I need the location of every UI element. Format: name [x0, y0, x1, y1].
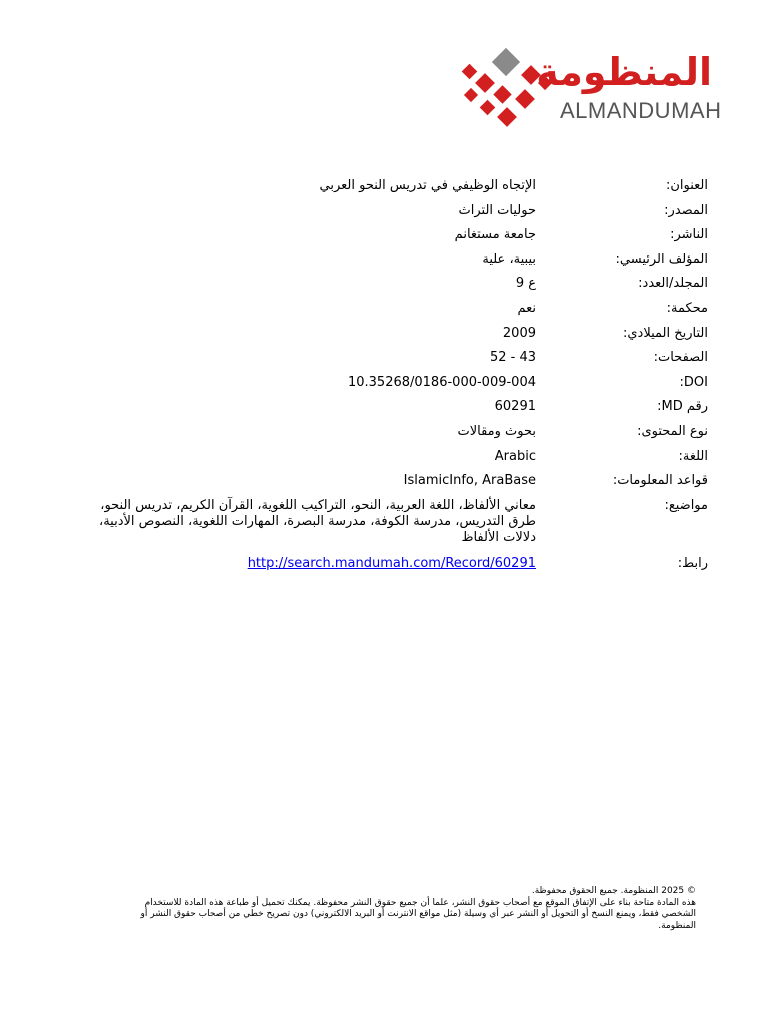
field-databases	[60, 473, 708, 498]
field-value: حوليات التراث	[458, 202, 536, 218]
field-label: العنوان:	[665, 178, 708, 193]
field-label: رابط:	[677, 555, 708, 571]
field-date	[60, 326, 708, 351]
logo-diamond	[464, 88, 478, 102]
field-source	[60, 203, 708, 228]
logo-arabic-wordmark: المنظومة	[536, 50, 712, 94]
field-link	[60, 556, 708, 576]
field-value: نعم	[517, 300, 536, 316]
field-label: مواضيع:	[664, 497, 708, 513]
field-pages	[60, 350, 708, 375]
field-label: نوع المحتوى:	[637, 423, 708, 439]
field-value: جامعة مستغانم	[454, 227, 536, 243]
field-content-type	[60, 424, 708, 449]
field-author	[60, 252, 708, 277]
field-label: الصفحات:	[653, 350, 708, 366]
logo-diamond	[462, 64, 478, 80]
field-label: DOI:	[679, 374, 708, 390]
field-subjects	[60, 498, 708, 556]
copyright-line: هذه المادة متاحة بناء على الإتفاق الموقع مع أصحاب حقوق النشر، علما أن جميع حقوق النشر محفوظة. يمكنك تحميل أو طباعة هذه المادة للاستخدام	[144, 897, 696, 908]
field-value: ع 9	[515, 276, 536, 292]
copyright-line: © 2025 المنظومة. جميع الحقوق محفوظة.	[531, 886, 696, 896]
field-title	[60, 178, 708, 203]
field-refereed	[60, 301, 708, 326]
field-label: رقم MD:	[657, 399, 708, 415]
subjects-line: دلالات الألفاظ	[461, 529, 536, 545]
field-value	[60, 556, 536, 572]
logo-diamond-gray	[492, 48, 520, 76]
field-publisher	[60, 227, 708, 252]
copyright-line: المنظومة.	[658, 920, 696, 931]
logo-diamond	[497, 107, 517, 127]
field-value: IslamicInfo, AraBase	[403, 473, 536, 489]
copyright-line: الشخصي فقط، ويمنع النسخ أو التحويل أو النشر عبر أي وسيلة (مثل مواقع الانترنت أو البريد الالكتروني) دون تصريح خطي من أصحاب حقوق النشر أو	[140, 909, 696, 919]
field-label: المؤلف الرئيسي:	[615, 251, 708, 267]
field-value: 2009	[502, 325, 536, 341]
field-value: 10.35268/0186-000-009-004	[347, 374, 536, 390]
logo-diamond	[480, 100, 496, 116]
logo-english-wordmark: ALMANDUMAH	[560, 98, 722, 123]
field-language	[60, 449, 708, 474]
logo-diamond	[475, 73, 495, 93]
field-label: المجلد/العدد:	[638, 276, 708, 292]
almandumah-logo	[456, 48, 722, 130]
field-label: محكمة:	[666, 300, 708, 316]
field-label: الناشر:	[670, 227, 708, 243]
field-label: اللغة:	[678, 448, 708, 464]
field-value: 43 - 52	[489, 350, 536, 366]
field-value: بيبية، علية	[482, 251, 536, 267]
field-value: Arabic	[494, 448, 536, 464]
field-value: الإتجاه الوظيفي في تدريس النحو العربي	[319, 178, 536, 193]
record-link[interactable]: http://search.mandumah.com/Record/60291	[247, 555, 536, 571]
logo-diamond	[493, 85, 511, 103]
field-doi	[60, 375, 708, 400]
field-value: 60291	[494, 399, 536, 415]
logo-diamond	[515, 89, 535, 109]
copyright-notice	[54, 886, 696, 932]
field-value: بحوث ومقالات	[457, 423, 536, 439]
record-metadata	[60, 178, 708, 576]
field-label: قواعد المعلومات:	[612, 473, 708, 489]
field-volume	[60, 276, 708, 301]
field-value	[60, 498, 536, 546]
subjects-line: طرق التدريس، مدرسة الكوفة، مدرسة البصرة، المهارات اللغوية، النصوص الأدبية،	[99, 513, 536, 529]
field-md-number	[60, 399, 708, 424]
field-label: التاريخ الميلادي:	[623, 325, 708, 341]
subjects-line: معاني الألفاظ، اللغة العربية، النحو، التراكيب اللغوية، القرآن الكريم، تدريس النحو،	[100, 497, 536, 513]
field-label: المصدر:	[664, 202, 708, 218]
